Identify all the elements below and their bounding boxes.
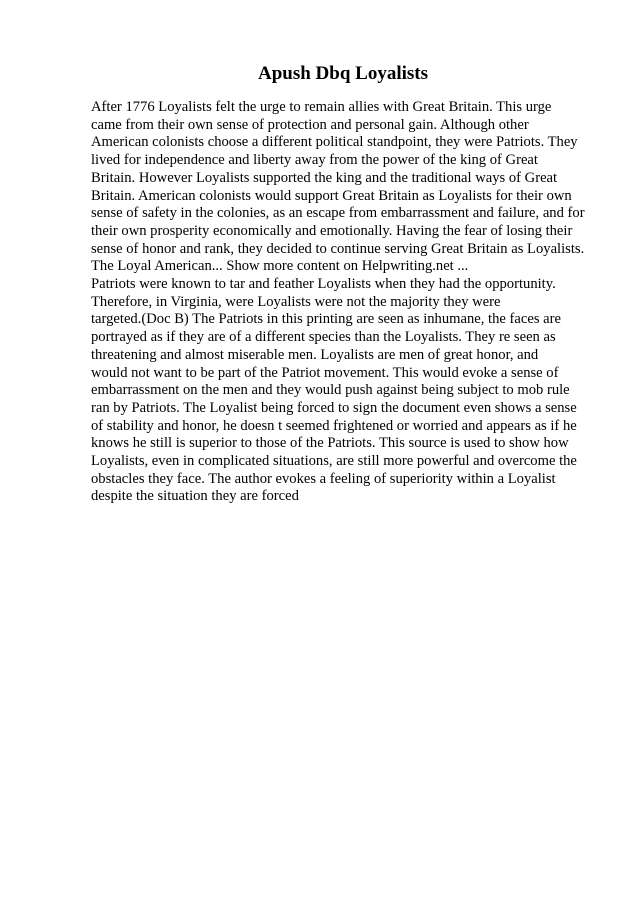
body-line: threatening and almost miserable men. Loyalists are men of great honor, and [91, 346, 539, 363]
body-line: Britain. American colonists would support Great Britain as Loyalists for their own [91, 187, 572, 204]
body-line: of stability and honor, he doesn t seemed frightened or worried and appears as if he [91, 417, 577, 434]
body-line: knows he still is superior to those of the Patriots. This source is used to show how [91, 435, 569, 452]
document-body [91, 99, 591, 506]
body-line: obstacles they face. The author evokes a feeling of superiority within a Loyalist [91, 470, 556, 487]
body-line: The Loyal American... Show more content on Helpwriting.net ... [91, 258, 469, 275]
body-line: sense of honor and rank, they decided to continue serving Great Britain as Loyalists. [91, 240, 585, 257]
body-line: came from their own sense of protection and personal gain. Although other [91, 116, 529, 133]
body-line: American colonists choose a different political standpoint, they were Patriots. They [91, 134, 578, 151]
body-line: targeted.(Doc B) The Patriots in this printing are seen as inhumane, the faces are [91, 311, 561, 328]
body-line: embarrassment on the men and they would push against being subject to mob rule [91, 382, 570, 399]
body-line: portrayed as if they are of a different species than the Loyalists. They re seen as [91, 329, 556, 346]
body-line: Patriots were known to tar and feather Loyalists when they had the opportunity. [91, 276, 556, 293]
document-title: Apush Dbq Loyalists [257, 63, 429, 84]
body-line: lived for independence and liberty away from the power of the king of Great [91, 152, 538, 169]
body-line: ran by Patriots. The Loyalist being forced to sign the document even shows a sense [91, 399, 577, 416]
body-line: Loyalists, even in complicated situations, are still more powerful and overcome the [91, 453, 577, 470]
body-line: After 1776 Loyalists felt the urge to remain allies with Great Britain. This urge [91, 99, 552, 115]
body-line: would not want to be part of the Patriot movement. This would evoke a sense of [91, 364, 559, 381]
body-line: Britain. However Loyalists supported the king and the traditional ways of Great [91, 169, 558, 186]
body-line: despite the situation they are forced [91, 488, 299, 505]
body-line: their own prosperity economically and emotionally. Having the fear of losing their [91, 222, 573, 239]
body-line: Therefore, in Virginia, were Loyalists were not the majority they were [91, 293, 501, 310]
body-line: sense of safety in the colonies, as an escape from embarrassment and failure, and for [91, 205, 585, 222]
